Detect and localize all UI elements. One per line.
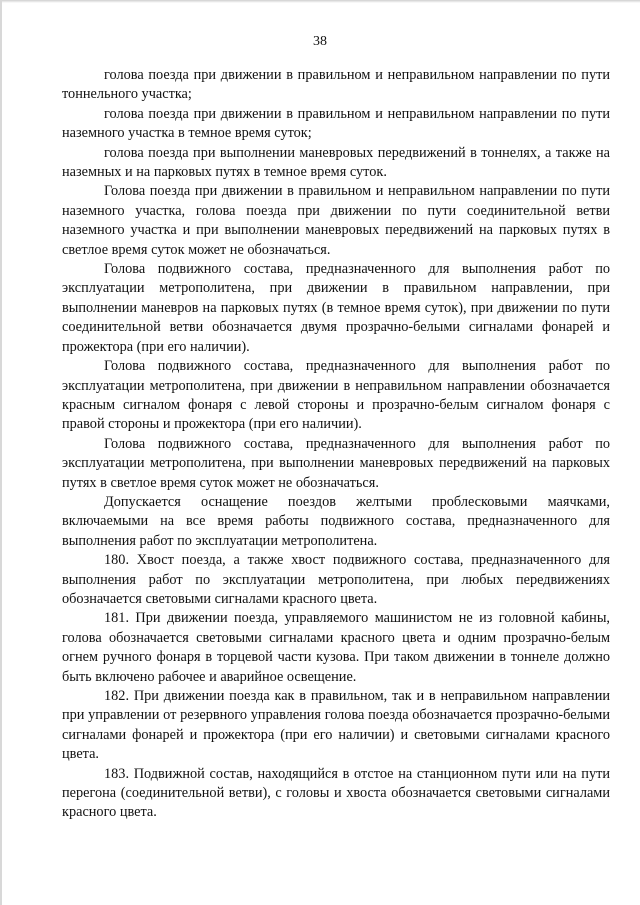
scan-edge-left bbox=[0, 0, 2, 905]
paragraph: голова поезда при движении в правильном и неправильном направлении по пути наземного участка в темное время суток; bbox=[62, 105, 610, 142]
paragraph: Допускается оснащение поездов желтыми проблесковыми маячками, включаемыми на все время работы подвижного состава, предназначенного для выполнения работ по эксплуатации метрополитена. bbox=[62, 493, 610, 549]
paragraph: Голова подвижного состава, предназначенного для выполнения работ по эксплуатации метрополитена, при выполнении маневровых передвижений на парковых путях в светлое время суток может не обозначаться. bbox=[62, 435, 610, 491]
document-body bbox=[62, 66, 610, 823]
page-number: 38 bbox=[313, 34, 327, 49]
paragraph: голова поезда при выполнении маневровых передвижений в тоннелях, а также на наземных и на парковых путях в темное время суток. bbox=[62, 144, 610, 181]
paragraph: Голова подвижного состава, предназначенного для выполнения работ по эксплуатации метрополитена, при движении в неправильном направлении обозначается красным сигналом фонаря с левой стороны и прозрачно-белым сигналом фонаря с правой стороны и прожектора (при его наличии). bbox=[62, 358, 610, 433]
paragraph: Голова поезда при движении в правильном и неправильном направлении по пути наземного участка, голова поезда при движении по пути соединительной ветви наземного участка и при выполнении маневровых передвижений на парковых путях в светлое время суток может не обозначаться. bbox=[62, 183, 610, 258]
paragraph-item-181: 181. При движении поезда, управляемого машинистом не из головной кабины, голова обозначается световыми сигналами красного цвета и одним прозрачно-белым огнем ручного фонаря в торцевой части кузова. При таком движении в тоннеле должно быть включено рабочее и аварийное освещение. bbox=[62, 610, 610, 685]
paragraph: голова поезда при движении в правильном и неправильном направлении по пути тоннельного участка; bbox=[62, 67, 610, 103]
scan-edge-top bbox=[0, 0, 640, 3]
paragraph: Голова подвижного состава, предназначенного для выполнения работ по эксплуатации метрополитена, при движении в правильном направлении, при выполнении маневров на парковых путях (в темное время суток), при движении по пути соединительной ветви обозначается двумя прозрачно-белыми сигналами фонарей и прожектора (при его наличии). bbox=[62, 261, 610, 355]
paragraph-item-180: 180. Хвост поезда, а также хвост подвижного состава, предназначенного для выполнения работ по эксплуатации метрополитена, при любых передвижениях обозначается световыми сигналами красного цвета. bbox=[62, 552, 610, 607]
paragraph-item-183: 183. Подвижной состав, находящийся в отстое на станционном пути или на пути перегона (соединительной ветви), с головы и хвоста обозначается световыми сигналами красного цвета. bbox=[62, 765, 610, 821]
paragraph-item-182: 182. При движении поезда как в правильном, так и в неправильном направлении при управлении от резервного управления голова поезда обозначается прозрачно-белыми сигналами фонарей и прожектора (при его наличии) и световыми сигналами красного цвета. bbox=[62, 688, 610, 763]
